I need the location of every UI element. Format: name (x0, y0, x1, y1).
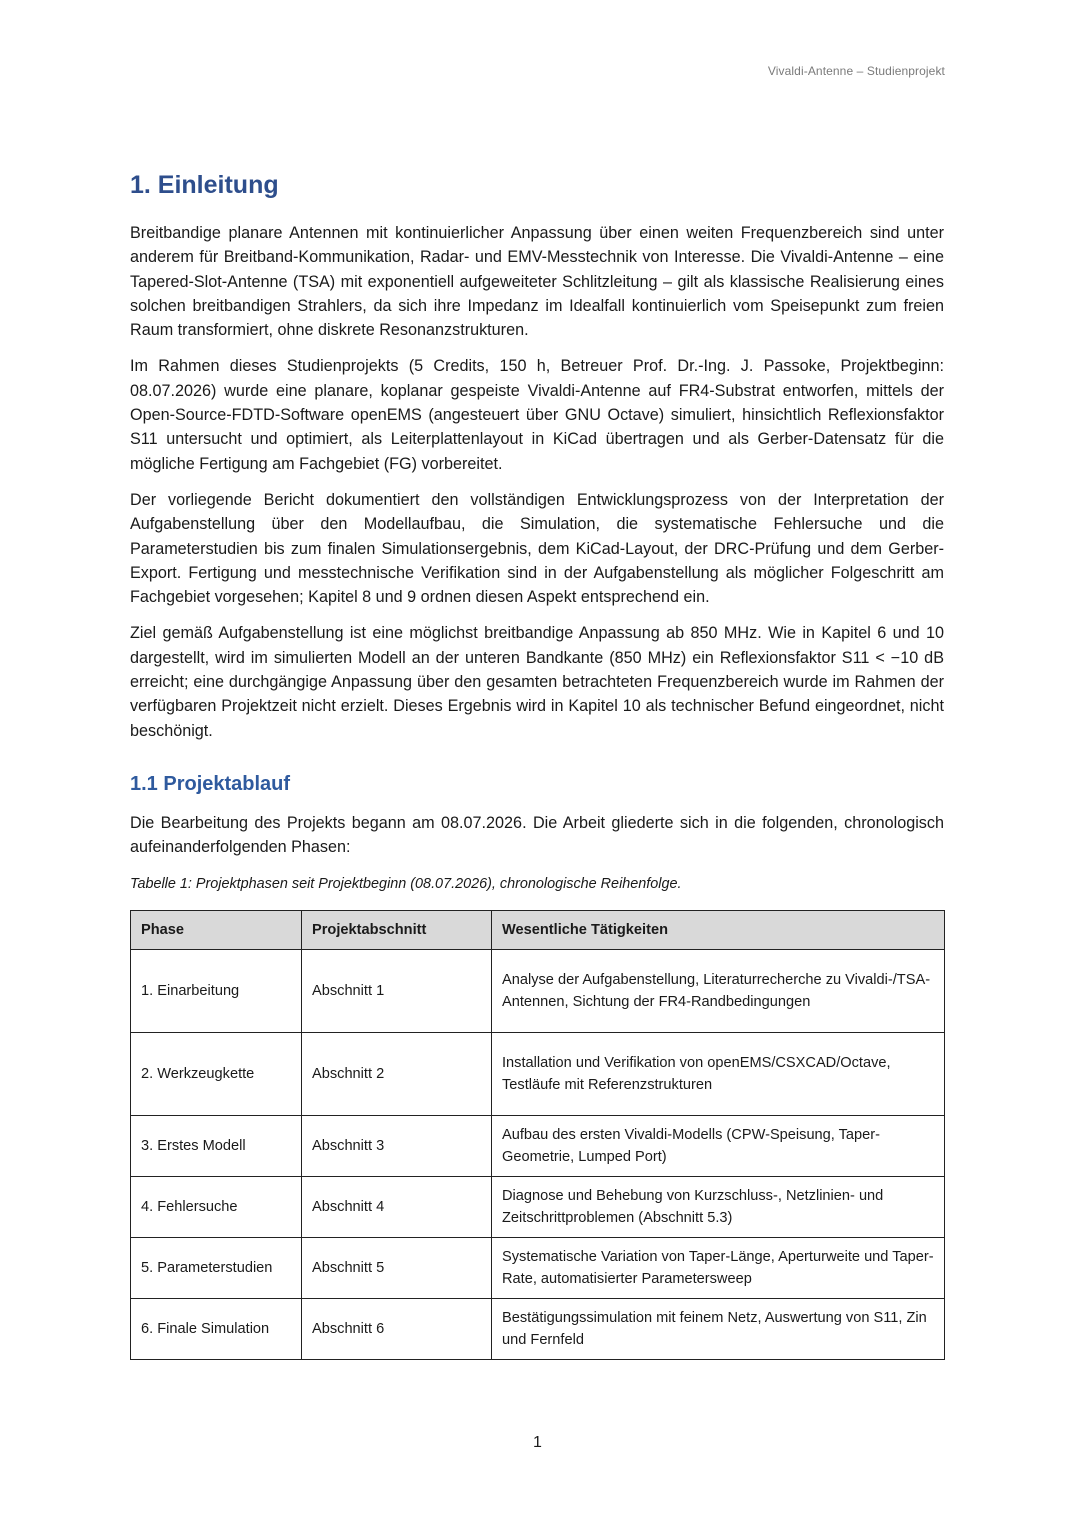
table-cell-section: Abschnitt 6 (302, 1298, 492, 1359)
table-cell-section: Abschnitt 4 (302, 1176, 492, 1237)
table-cell-section: Abschnitt 1 (302, 949, 492, 1032)
table-cell-phase: 1. Einarbeitung (131, 949, 302, 1032)
table-cell-activities: Bestätigungssimulation mit feinem Netz, Auswertung von S11, Zin und Fernfeld (492, 1298, 945, 1359)
table-row (131, 1237, 945, 1298)
page-content (130, 168, 944, 1360)
phases-table (130, 910, 945, 1360)
body-paragraph: Ziel gemäß Aufgabenstellung ist eine möglichst breitbandige Anpassung ab 850 MHz. Wie in Kapitel 6 und 10 dargestellt, wird im simulierten Modell an der unteren Bandkante (850 MHz) ein Reflexionsfaktor S11 < −10 dB erreicht; eine durchgängige Anpassung über den gesamten betrachteten Frequenzbereich wurde im Rahmen der verfügbaren Projektzeit nicht erzielt. Dieses Ergebnis wird in Kapitel 10 als technischer Befund eingeordnet, nicht beschönigt. (130, 624, 944, 740)
table-header-cell: Phase (131, 910, 302, 949)
table-cell-phase: 3. Erstes Modell (131, 1115, 302, 1176)
table-cell-section: Abschnitt 2 (302, 1032, 492, 1115)
table-cell-activities: Installation und Verifikation von openEMS/CSXCAD/Octave, Testläufe mit Referenzstrukturen (492, 1032, 945, 1115)
subsection-title: 1.1 Projektablauf (130, 772, 291, 795)
table-cell-phase: 2. Werkzeugkette (131, 1032, 302, 1115)
body-paragraph: Der vorliegende Bericht dokumentiert den vollständigen Entwicklungsprozess von der Interpretation der Aufgabenstellung über den Modellaufbau, die Simulation, die systematische Fehlersuche und die Parameterstudien bis zum finalen Simulationsergebnis, dem KiCad-Layout, der DRC-Prüfung und dem Gerber-Export. Fertigung und messtechnische Verifikation sind in der Aufgabenstellung als möglicher Folgeschritt am Fachgebiet vorgesehen; Kapitel 8 und 9 ordnen diesen Aspekt entsprechend ein. (130, 490, 944, 607)
table-cell-phase: 5. Parameterstudien (131, 1237, 302, 1298)
table-cell-activities: Aufbau des ersten Vivaldi-Modells (CPW-Speisung, Taper-Geometrie, Lumped Port) (492, 1115, 945, 1176)
subsection-intro: Die Bearbeitung des Projekts begann am 08.07.2026. Die Arbeit gliederte sich in die folgenden, chronologisch aufeinanderfolgenden Phasen: (130, 813, 944, 857)
table-row (131, 1298, 945, 1359)
table-cell-activities: Analyse der Aufgabenstellung, Literaturrecherche zu Vivaldi-/TSA-Antennen, Sichtung der FR4-Randbedingungen (492, 949, 945, 1032)
table-header-cell: Projektabschnitt (302, 910, 492, 949)
section-title: 1. Einleitung (130, 171, 279, 199)
table-cell-phase: 4. Fehlersuche (131, 1176, 302, 1237)
body-paragraph: Breitbandige planare Antennen mit kontinuierlicher Anpassung über einen weiten Frequenzbereich sind unter anderem für Breitband-Kommunikation, Radar- und EMV-Messtechnik von Interesse. Die Vivaldi-Antenne – eine Tapered-Slot-Antenne (TSA) mit exponentiell aufgeweiteter Schlitzleitung – gilt als klassische Realisierung eines solchen breitbandigen Strahlers, da sich ihre Impedanz im Idealfall kontinuierlich vom Speisepunkt zum freien Raum transformiert, ohne diskrete Resonanzstrukturen. (130, 224, 944, 340)
table-cell-section: Abschnitt 5 (302, 1237, 492, 1298)
table-header-row (131, 910, 945, 949)
table-cell-activities: Systematische Variation von Taper-Länge, Aperturweite und Taper-Rate, automatisierter Parametersweep (492, 1237, 945, 1298)
running-header: Vivaldi-Antenne – Studienprojekt (767, 64, 945, 78)
table-cell-section: Abschnitt 3 (302, 1115, 492, 1176)
table-caption: Tabelle 1: Projektphasen seit Projektbeginn (08.07.2026), chronologische Reihenfolge. (130, 875, 682, 892)
table-cell-activities: Diagnose und Behebung von Kurzschluss-, Netzlinien- und Zeitschrittproblemen (Abschnitt 5.3) (492, 1176, 945, 1237)
table-row (131, 1115, 945, 1176)
page-number: 1 (533, 1434, 542, 1451)
table-row (131, 1176, 945, 1237)
table-row (131, 1032, 945, 1115)
body-paragraph: Im Rahmen dieses Studienprojekts (5 Credits, 150 h, Betreuer Prof. Dr.-Ing. J. Passoke, Projektbeginn: 08.07.2026) wurde eine planare, koplanar gespeiste Vivaldi-Antenne auf FR4-Substrat entworfen, mittels der Open-Source-FDTD-Software openEMS (angesteuert über GNU Octave) simuliert, hinsichtlich Reflexionsfaktor S11 untersucht und optimiert, als Leiterplattenlayout in KiCad übertragen und als Gerber-Datensatz für die mögliche Fertigung am Fachgebiet (FG) vorbereitet. (130, 357, 944, 473)
table-header-cell: Wesentliche Tätigkeiten (492, 910, 945, 949)
table-row (131, 949, 945, 1032)
table-cell-phase: 6. Finale Simulation (131, 1298, 302, 1359)
